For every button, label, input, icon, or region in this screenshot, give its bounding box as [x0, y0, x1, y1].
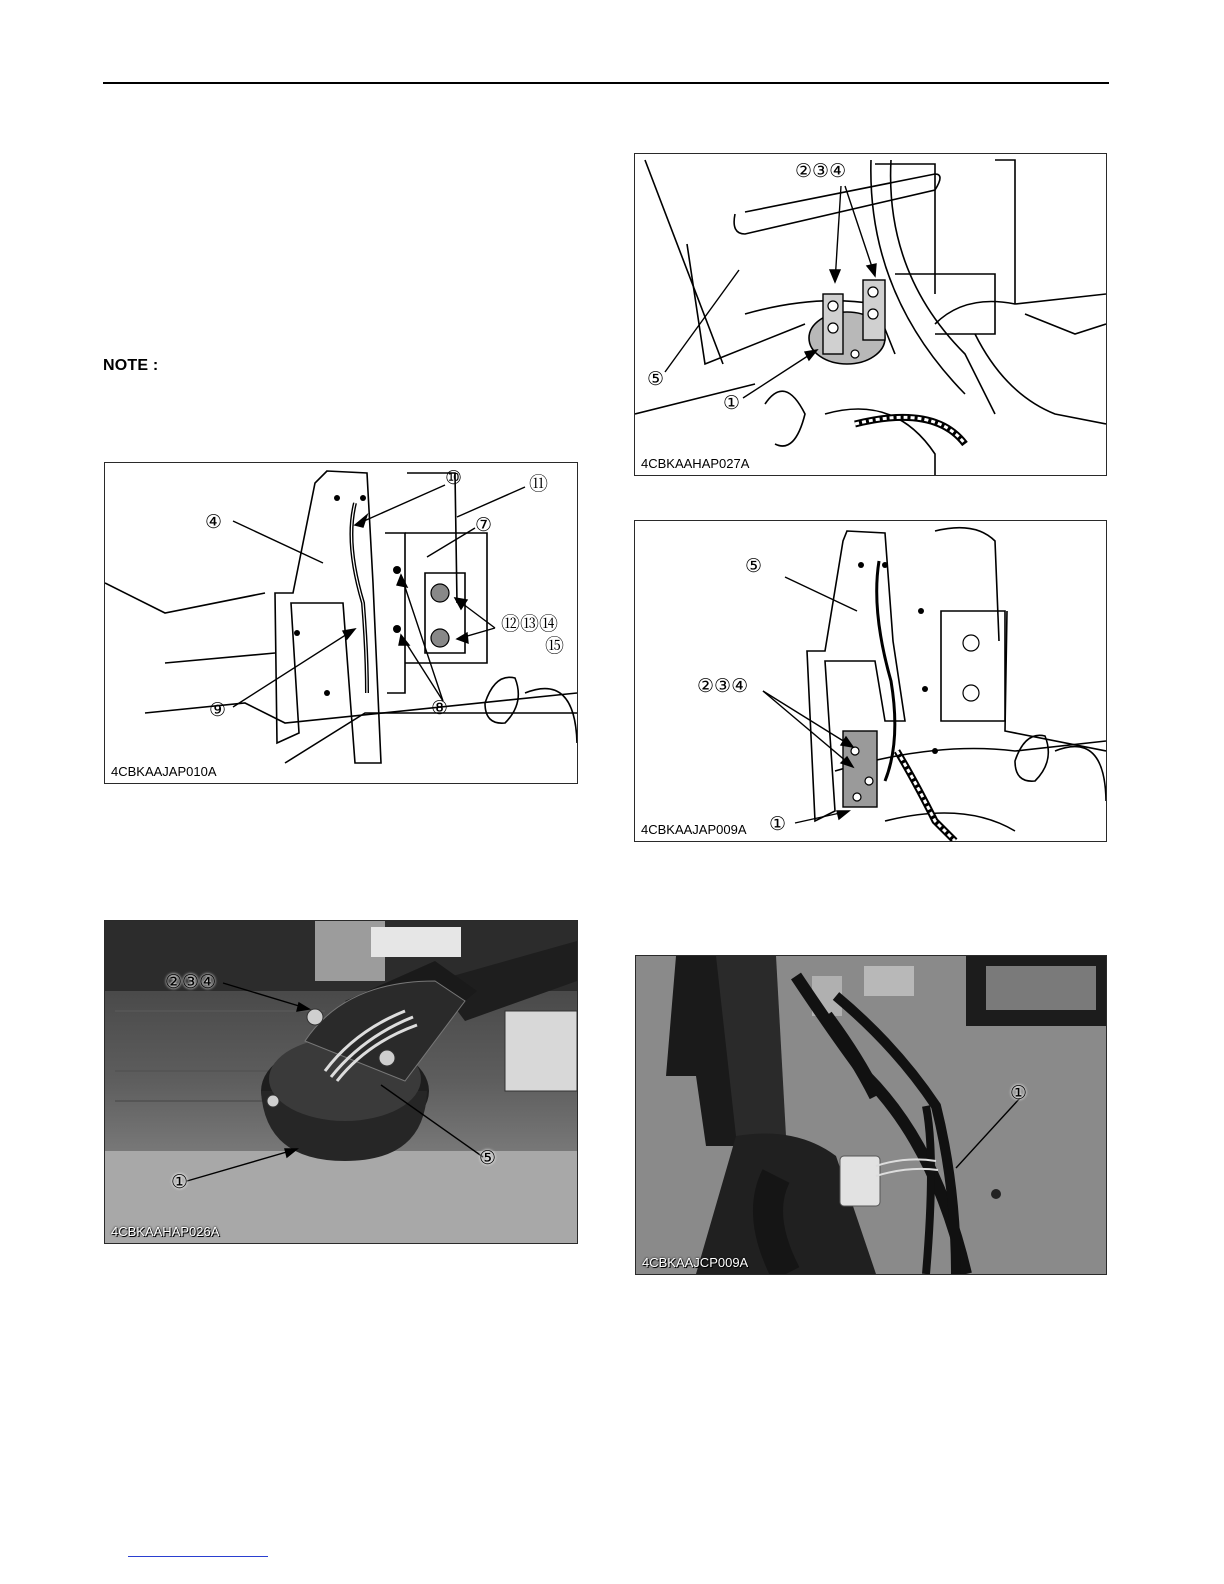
callout-2-3-4: ②③④: [165, 972, 217, 993]
harness-photo-drawing: [636, 956, 1106, 1274]
figure-code: 4CBKAAJCP009A: [642, 1255, 749, 1270]
footer-link-underline[interactable]: [128, 1556, 268, 1557]
callout-2-3-4: ②③④: [697, 676, 749, 697]
note-label: NOTE :: [103, 357, 159, 374]
callout-5: ⑤: [745, 556, 763, 577]
figure-horn-drawing: [634, 153, 1107, 476]
callout-5: ⑤: [479, 1148, 497, 1169]
callout-5: ⑤: [647, 369, 665, 390]
callout-7: ⑦: [475, 515, 493, 536]
callout-8: ⑧: [431, 698, 449, 719]
callout-2-3-4: ②③④: [795, 161, 847, 182]
figure-harness-photo: [635, 955, 1107, 1275]
callout-12-13-14: ⑫⑬⑭: [501, 614, 559, 635]
callout-4: ④: [205, 512, 223, 533]
callout-1: ①: [1010, 1083, 1028, 1104]
callout-15: ⑮: [545, 636, 565, 657]
figure-code: 4CBKAAJAP009A: [641, 822, 747, 837]
callout-10: ⑩: [445, 468, 463, 489]
horn-line-drawing: [635, 154, 1106, 475]
figure-horn-photo: [104, 920, 578, 1244]
callout-1: ①: [171, 1172, 189, 1193]
figure-code: 4CBKAAHAP027A: [641, 456, 750, 471]
callout-1: ①: [769, 814, 787, 835]
header-rule: [103, 82, 1109, 84]
figure-bracket-mounting: [104, 462, 578, 784]
callout-9: ⑨: [209, 700, 227, 721]
figure-code: 4CBKAAHAP026A: [111, 1224, 220, 1239]
horn-photo-drawing: [105, 921, 577, 1243]
callout-11: ⑪: [529, 474, 549, 495]
figure-code: 4CBKAAJAP010A: [111, 764, 217, 779]
figure-bracket-horn-drawing: [634, 520, 1107, 842]
callout-1: ①: [723, 393, 741, 414]
